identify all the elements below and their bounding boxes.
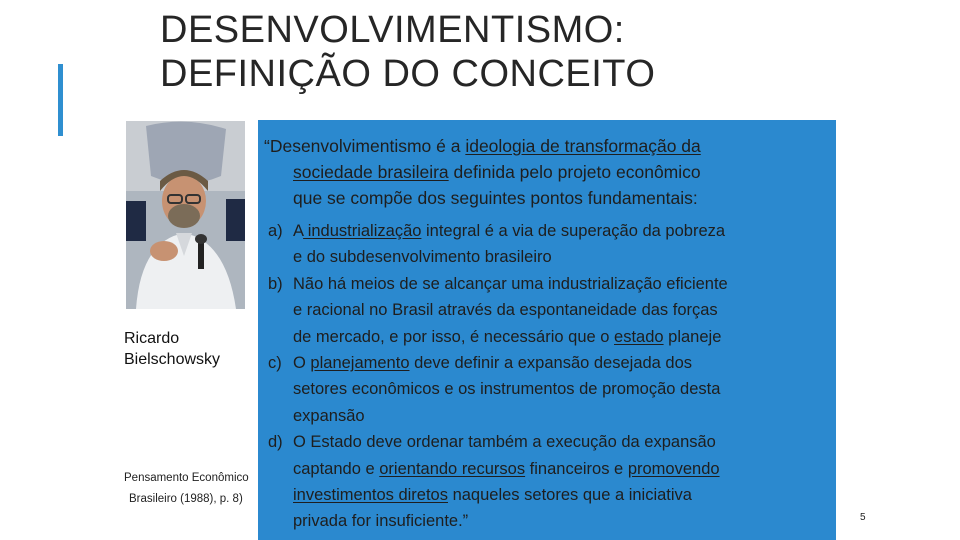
- caption-first-name: Ricardo: [124, 330, 180, 347]
- underlined-text: sociedade brasileira: [293, 162, 449, 182]
- quote-intro-line-2: [264, 159, 824, 185]
- portrait-illustration: [126, 121, 245, 309]
- title-line-2: DEFINIÇÃO DO CONCEITO: [160, 53, 656, 95]
- portrait-caption: [124, 328, 254, 370]
- quote-intro-line-3: que se compõe dos seguintes pontos fundamentais:: [293, 188, 698, 208]
- text-run: O: [293, 354, 311, 373]
- list-item: [268, 429, 828, 535]
- text-run: deve definir a expansão desejada dos: [409, 354, 693, 373]
- underlined-text: ideologia de transformação da: [465, 136, 701, 156]
- list-marker: c): [268, 354, 282, 373]
- list-marker: b): [268, 274, 283, 293]
- text-run: financeiros e: [525, 459, 628, 478]
- text-run: “Desenvolvimentismo é a: [264, 136, 466, 156]
- item-line: e racional no Brasil através da espontaneidade das forças: [293, 301, 718, 320]
- caption-last-name: Bielschowsky: [124, 351, 221, 368]
- underlined-text: orientando recursos: [379, 459, 526, 478]
- underlined-text: investimentos diretos: [293, 486, 448, 505]
- item-line: [293, 218, 828, 244]
- item-line: e do subdesenvolvimento brasileiro: [293, 248, 552, 267]
- list-item: [268, 218, 828, 271]
- slide-title: [160, 8, 920, 96]
- item-line: [293, 456, 828, 482]
- text-run: de mercado, e por isso, é necessário que o: [293, 327, 615, 346]
- underlined-text: estado: [614, 327, 664, 346]
- quote-intro-line-1: [264, 133, 824, 159]
- item-line: Não há meios de se alcançar uma industrialização eficiente: [293, 274, 728, 293]
- text-run: A: [293, 222, 304, 240]
- title-accent-bar: [58, 64, 63, 136]
- list-item: [268, 350, 828, 429]
- item-line: setores econômicos e os instrumentos de promoção desta: [293, 380, 721, 399]
- item-line: [293, 324, 828, 350]
- quote-intro: [264, 133, 824, 211]
- item-line: privada for insuficiente.”: [293, 512, 469, 531]
- list-marker: d): [268, 433, 283, 452]
- underlined-text: planejamento: [310, 354, 410, 373]
- page-number: 5: [860, 512, 866, 523]
- quote-points-list: [268, 218, 828, 535]
- item-line: [293, 350, 828, 376]
- title-line-1: DESENVOLVIMENTISMO:: [160, 9, 625, 51]
- item-line: O Estado deve ordenar também a execução da expansão: [293, 433, 716, 452]
- text-run: integral é a via de superação da pobreza: [421, 222, 726, 240]
- source-citation-line-2: Brasileiro (1988), p. 8): [129, 493, 243, 505]
- text-run: definida pelo projeto econômico: [448, 162, 701, 182]
- portrait-photo: [126, 121, 245, 309]
- list-item: [268, 271, 828, 350]
- item-line: expansão: [293, 406, 365, 425]
- list-marker: a): [268, 222, 283, 240]
- text-run: planeje: [663, 327, 722, 346]
- underlined-text: promovendo: [627, 459, 720, 478]
- text-run: captando e: [293, 459, 380, 478]
- underlined-text: industrialização: [303, 222, 422, 240]
- source-citation-line-1: Pensamento Econômico: [124, 472, 249, 484]
- item-line: [293, 482, 828, 508]
- text-run: naqueles setores que a iniciativa: [448, 486, 692, 505]
